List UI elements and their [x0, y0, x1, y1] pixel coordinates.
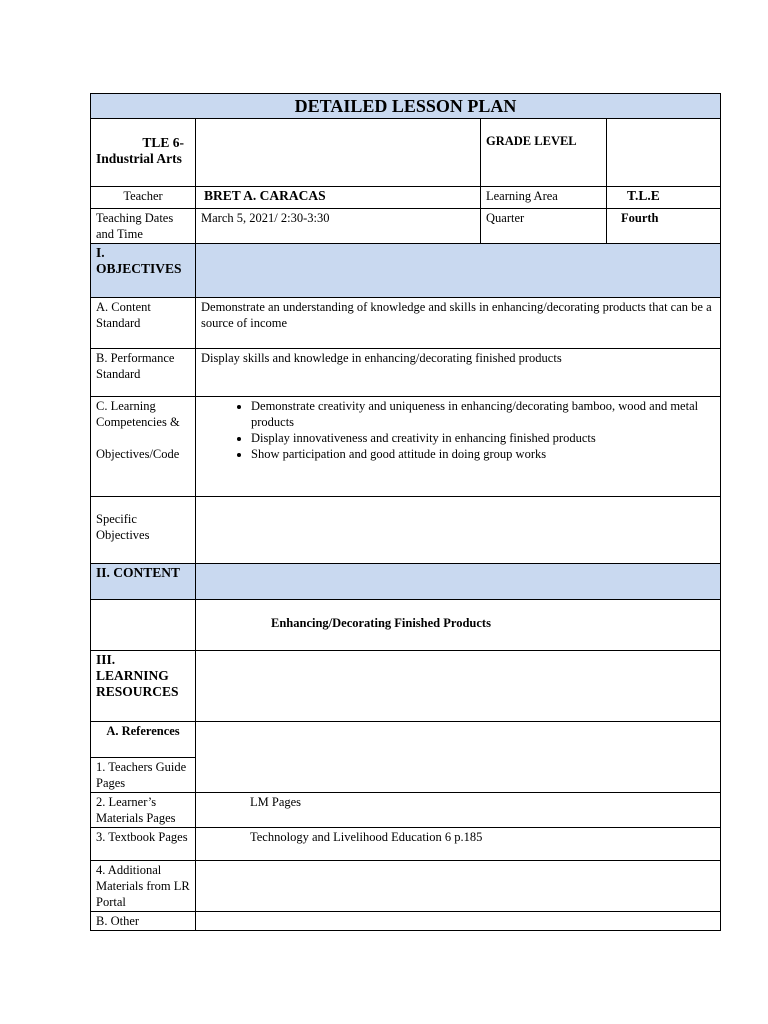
content-heading: II. CONTENT — [91, 564, 196, 600]
competency-item: • Show participation and good attitude in doing group works — [251, 446, 715, 462]
competencies-list — [201, 398, 715, 462]
subject-line-2: Industrial Arts — [96, 151, 182, 166]
specific-objectives-label: Specific Objectives — [91, 497, 196, 564]
competencies-label-2: Objectives/Code — [96, 447, 180, 461]
textbook-label: 3. Textbook Pages — [91, 828, 196, 861]
content-standard-value: Demonstrate an understanding of knowledge and skills in enhancing/decorating products that can be a source of income — [196, 298, 721, 349]
dates-value: March 5, 2021/ 2:30-3:30 — [196, 209, 481, 244]
other-label: B. Other — [91, 912, 196, 931]
performance-standard-value: Display skills and knowledge in enhancing/decorating finished products — [196, 349, 721, 397]
other-blank — [196, 912, 721, 931]
additional-materials-label: 4. Additional Materials from LR Portal — [91, 861, 196, 912]
references-blank — [196, 722, 721, 793]
dates-label: Teaching Dates and Time — [91, 209, 196, 244]
subject-blank-cell — [196, 119, 481, 187]
resources-blank — [196, 651, 721, 722]
competencies-label-1: C. Learning Competencies & — [96, 399, 180, 429]
quarter-value: Fourth — [607, 209, 721, 244]
resources-heading: III. LEARNING RESOURCES — [91, 651, 196, 722]
content-standard-label: A. Content Standard — [91, 298, 196, 349]
grade-level-label: GRADE LEVEL — [481, 119, 607, 187]
objectives-heading: I. OBJECTIVES — [91, 244, 196, 298]
lesson-plan-table — [90, 93, 721, 931]
content-blank — [91, 600, 196, 651]
teacher-label: Teacher — [91, 187, 196, 209]
subject-cell — [91, 119, 196, 187]
grade-level-value — [607, 119, 721, 187]
references-label: A. References — [91, 722, 196, 758]
learning-area-label: Learning Area — [481, 187, 607, 209]
competencies-cell — [196, 397, 721, 497]
competencies-label — [91, 397, 196, 497]
specific-objectives-blank — [196, 497, 721, 564]
content-value: Enhancing/Decorating Finished Products — [196, 600, 721, 651]
quarter-label: Quarter — [481, 209, 607, 244]
subject-line-1: TLE 6- — [142, 135, 184, 150]
learning-area-value: T.L.E — [607, 187, 721, 209]
content-heading-blank — [196, 564, 721, 600]
teachers-guide-label: 1. Teachers Guide Pages — [91, 758, 196, 793]
objectives-blank — [196, 244, 721, 298]
textbook-value: Technology and Livelihood Education 6 p.185 — [196, 828, 721, 861]
learners-materials-value: LM Pages — [196, 793, 721, 828]
competency-item: • Display innovativeness and creativity in enhancing finished products — [251, 430, 715, 446]
additional-materials-blank — [196, 861, 721, 912]
teacher-value: BRET A. CARACAS — [196, 187, 481, 209]
competency-item: • Demonstrate creativity and uniqueness in enhancing/decorating bamboo, wood and metal products — [251, 398, 715, 430]
performance-standard-label: B. Performance Standard — [91, 349, 196, 397]
learners-materials-label: 2. Learner’s Materials Pages — [91, 793, 196, 828]
document-title: DETAILED LESSON PLAN — [91, 94, 721, 119]
